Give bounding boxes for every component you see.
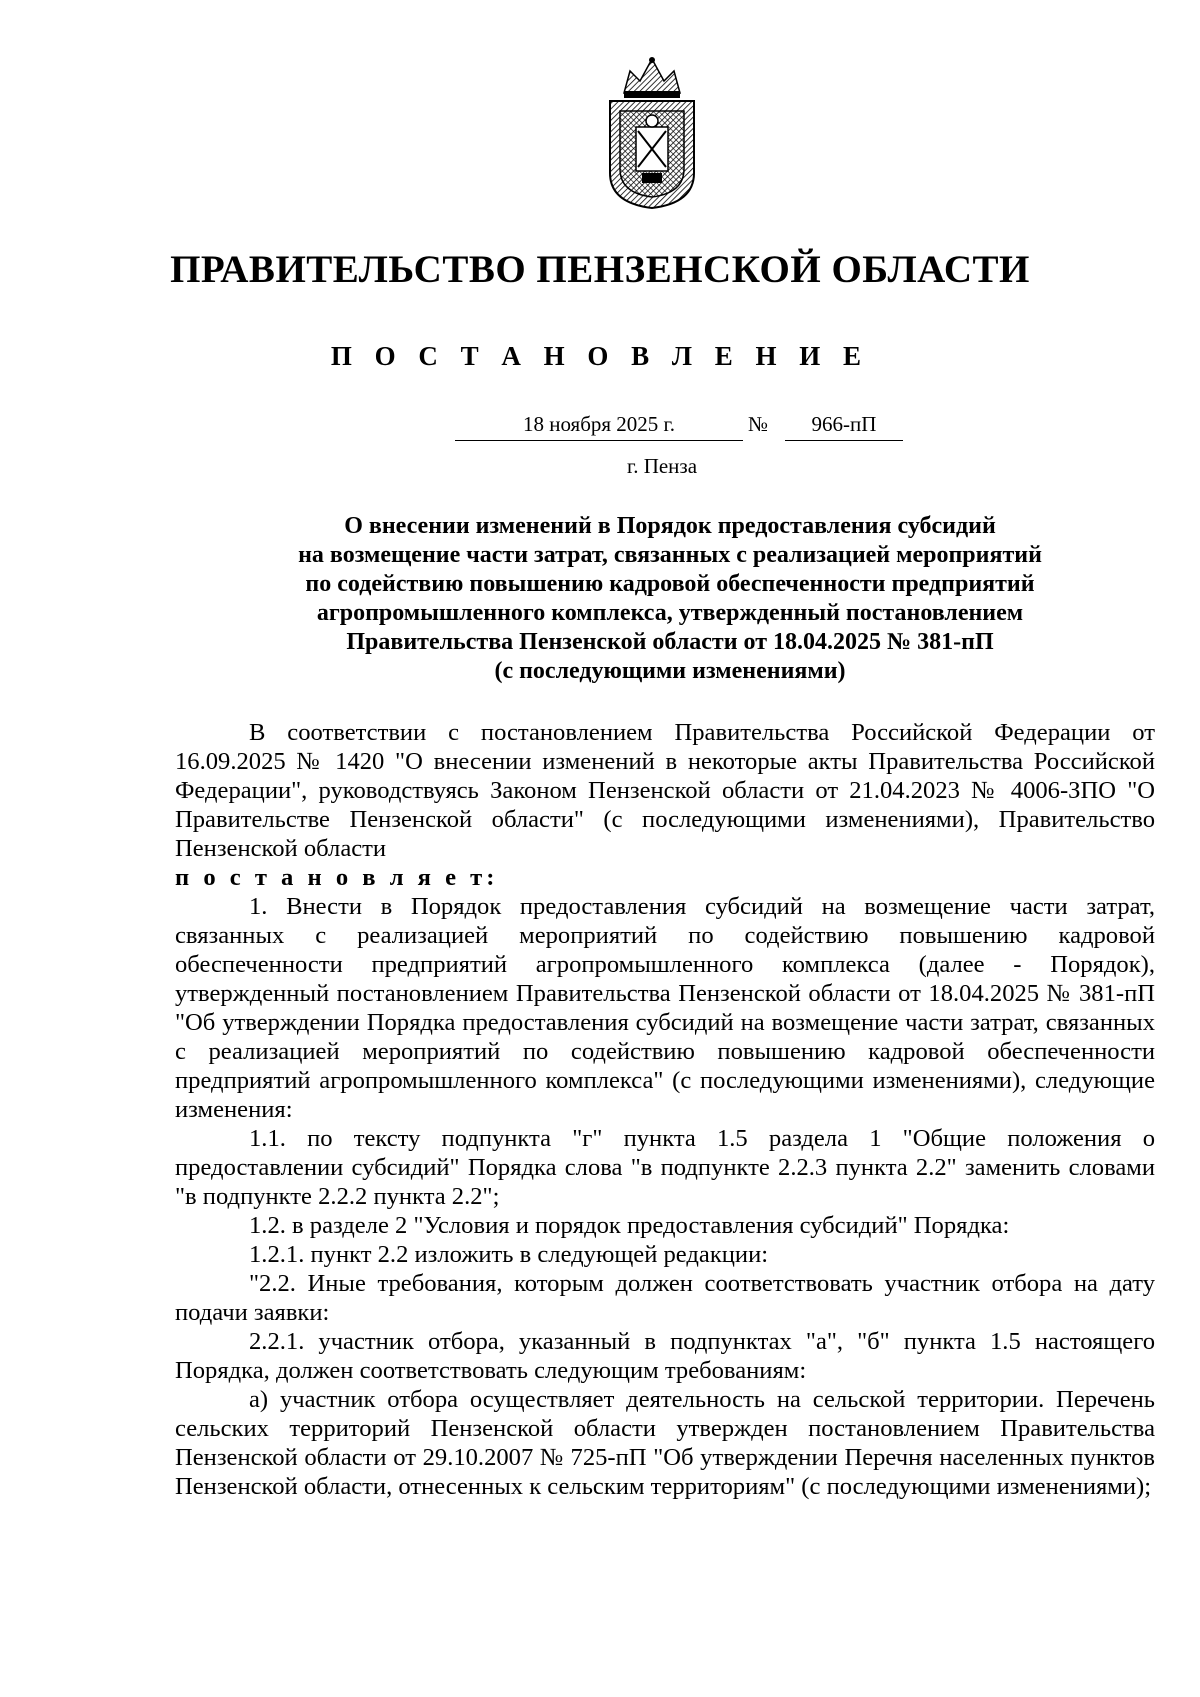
heading-line: на возмещение части затрат, связанных с реализацией мероприятий	[298, 542, 1042, 568]
heading-line: Правительства Пензенской области от 18.04.2025 № 381-пП	[346, 629, 994, 655]
document-city: г. Пенза	[626, 454, 698, 478]
heading-line: (с последующими изменениями)	[494, 658, 846, 684]
coat-of-arms-icon	[602, 55, 702, 210]
decree-word: п о с т а н о в л я е т:	[175, 864, 499, 891]
paragraph-2-2: "2.2. Иные требования, которым должен соответствовать участник отбора на дату подачи заявки:	[175, 1270, 1155, 1326]
paragraph-1-1: 1.1. по тексту подпункта "г" пункта 1.5 раздела 1 "Общие положения о предоставлении субсидий" Порядка слова "в подпункте 2.2.3 пункта 2.2" заменить словами "в подпункте 2.2.2 пункта 2.2";	[175, 1125, 1155, 1210]
paragraph-1-2: 1.2. в разделе 2 "Условия и порядок предоставления субсидий" Порядка:	[249, 1212, 1010, 1239]
paragraph-1: 1. Внести в Порядок предоставления субсидий на возмещение части затрат, связанных с реализацией мероприятий по содействию повышению кадровой обеспеченности предприятий агропромышленного комплекса (далее - Порядок), утвержденный постановлением Правительства Пензенской области от 18.04.2025 № 381-пП "Об утверждении Порядка предоставления субсидий на возмещение части затрат, связанных с реализацией мероприятий по содействию повышению кадровой обеспеченности предприятий агропромышленного комплекса" (с последующими изменениями), следующие изменения:	[175, 893, 1155, 1123]
heading-line: О внесении изменений в Порядок предоставления субсидий	[344, 513, 996, 539]
heading-line: агропромышленного комплекса, утвержденный постановлением	[316, 600, 1024, 626]
document-body	[175, 718, 1155, 1501]
document-number: 966-пП	[785, 410, 903, 441]
document-date: 18 ноября 2025 г.	[455, 410, 743, 441]
paragraph-a: а) участник отбора осуществляет деятельность на сельской территории. Перечень сельских территорий Пензенской области утвержден постановлением Правительства Пензенской области от 29.10.2007 № 725-пП "Об утверждении Перечня населенных пунктов Пензенской области, отнесенных к сельским территориям" (с последующими изменениями);	[175, 1386, 1155, 1500]
paragraph-2-2-1: 2.2.1. участник отбора, указанный в подпунктах "а", "б" пункта 1.5 настоящего Порядка, должен соответствовать следующим требованиям:	[175, 1328, 1155, 1384]
decree-paragraph	[175, 863, 1155, 892]
document-heading	[170, 512, 1170, 686]
heading-line: по содействию повышению кадровой обеспеченности предприятий	[305, 571, 1035, 597]
paragraph-1-2-1: 1.2.1. пункт 2.2 изложить в следующей редакции:	[249, 1241, 769, 1268]
intro-paragraph: В соответствии с постановлением Правительства Российской Федерации от 16.09.2025 № 1420 "О внесении изменений в некоторые акты Правительства Российской Федерации", руководствуясь Законом Пензенской области от 21.04.2023 № 4006-ЗПО "О Правительстве Пензенской области" (с последующими изменениями), Правительство Пензенской области	[175, 719, 1155, 862]
number-sign: №	[748, 412, 769, 436]
document-type: П О С Т А Н О В Л Е Н И Е	[330, 341, 870, 371]
government-title: ПРАВИТЕЛЬСТВО ПЕНЗЕНСКОЙ ОБЛАСТИ	[170, 248, 1030, 291]
